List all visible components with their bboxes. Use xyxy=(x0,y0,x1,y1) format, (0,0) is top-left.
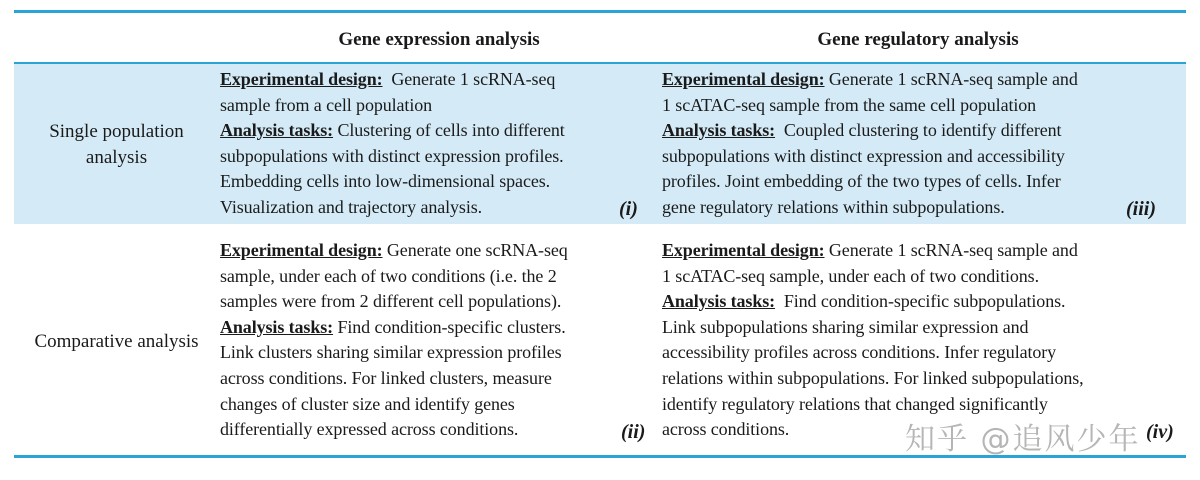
design-text: Generate 1 scRNA-seq sample and xyxy=(828,240,1078,260)
cell-tag-ii: (ii) xyxy=(621,421,646,443)
design-line: 1 scATAC-seq sample, under each of two conditions. xyxy=(662,265,1039,286)
design-lead: Experimental design: xyxy=(662,240,825,260)
table-top-rule xyxy=(14,10,1186,13)
design-line: sample, under each of two conditions (i.e. the 2 xyxy=(220,265,557,286)
design-line: sample from a cell population xyxy=(220,94,433,115)
cell-gene-regulatory-comparative xyxy=(662,238,1174,443)
tasks-line xyxy=(220,118,648,144)
tasks-line: subpopulations with distinct expression profiles. xyxy=(220,145,564,166)
design-line xyxy=(220,238,648,264)
design-lead: Experimental design: xyxy=(220,240,383,260)
design-lead: Experimental design: xyxy=(220,69,383,89)
tasks-line: across conditions. xyxy=(662,419,790,440)
row-label-single-population xyxy=(14,119,219,171)
tasks-text: Coupled clustering to identify different xyxy=(783,120,1062,141)
cell-gene-expression-comparative xyxy=(220,238,648,443)
table-row-single-population xyxy=(14,64,1186,224)
tasks-line: Link subpopulations sharing similar expression and xyxy=(662,316,1029,337)
tasks-line: subpopulations with distinct expression and accessibility xyxy=(662,145,1065,166)
tasks-lead: Analysis tasks: xyxy=(662,291,776,312)
design-line xyxy=(662,67,1174,93)
tasks-text: Find condition-specific clusters. xyxy=(337,316,566,337)
tasks-line: relations within subpopulations. For linked subpopulations, xyxy=(662,367,1084,388)
tasks-line: identify regulatory relations that changed significantly xyxy=(662,393,1048,414)
header-gene-expression: Gene expression analysis xyxy=(338,29,540,50)
tasks-line: profiles. Joint embedding of the two types of cells. Infer xyxy=(662,171,1061,192)
tasks-line: differentially expressed across conditions. xyxy=(220,419,519,440)
cell-tag-iv: (iv) xyxy=(1146,421,1174,443)
header-gene-regulatory: Gene regulatory analysis xyxy=(817,29,1019,50)
row-label-line: Single population xyxy=(49,121,184,142)
tasks-text: Clustering of cells into different xyxy=(337,120,565,141)
design-text: Generate 1 scRNA-seq sample and xyxy=(828,69,1078,89)
tasks-line: Embedding cells into low-dimensional spaces. xyxy=(220,171,551,192)
row-label-comparative: Comparative analysis xyxy=(34,331,199,352)
tasks-lead: Analysis tasks: xyxy=(220,120,334,141)
design-line xyxy=(220,67,648,93)
tasks-line: Visualization and trajectory analysis. xyxy=(220,196,483,217)
tasks-line: Link clusters sharing similar expression profiles xyxy=(220,342,562,363)
design-text: Generate one scRNA-seq xyxy=(386,240,568,260)
tasks-line xyxy=(662,289,1174,315)
tasks-line xyxy=(220,315,648,341)
design-line: samples were from 2 different cell populations). xyxy=(220,291,562,312)
row-label-line: analysis xyxy=(85,147,148,168)
tasks-lead: Analysis tasks: xyxy=(220,316,334,337)
tasks-line xyxy=(662,118,1174,144)
tasks-line: accessibility profiles across conditions. Infer regulatory xyxy=(662,342,1057,363)
tasks-line: gene regulatory relations within subpopulations. xyxy=(662,196,1005,217)
cell-gene-expression-single xyxy=(220,67,648,221)
design-line: 1 scATAC-seq sample from the same cell population xyxy=(662,94,1037,115)
cell-tag-i: (i) xyxy=(619,198,638,220)
design-line xyxy=(662,238,1174,264)
tasks-line: across conditions. For linked clusters, measure xyxy=(220,367,552,388)
cell-gene-regulatory-single xyxy=(662,67,1174,221)
tasks-text: Find condition-specific subpopulations. xyxy=(783,291,1066,312)
watermark: 知乎 @追风少年 xyxy=(905,422,1141,457)
table-header xyxy=(14,14,1186,62)
tasks-lead: Analysis tasks: xyxy=(662,120,776,141)
design-lead: Experimental design: xyxy=(662,69,825,89)
tasks-line: changes of cluster size and identify genes xyxy=(220,393,515,414)
design-text: Generate 1 scRNA-seq xyxy=(391,69,556,89)
cell-tag-iii: (iii) xyxy=(1126,198,1156,220)
